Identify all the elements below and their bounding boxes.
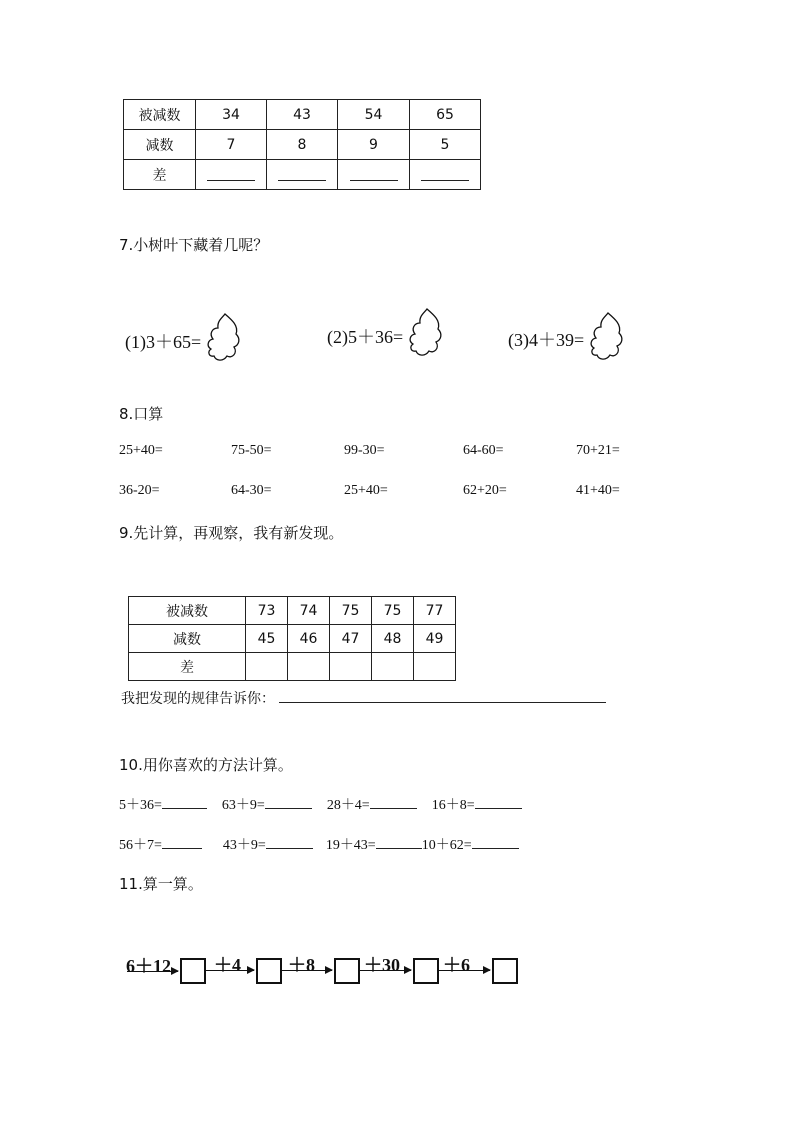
question-11-title: 11.算一算。 xyxy=(119,875,203,893)
answer-blank[interactable] xyxy=(410,160,481,190)
question-9-title: 9.先计算，再观察，我有新发现。 xyxy=(119,524,344,542)
question-7-title: 7.小树叶下藏着几呢？ xyxy=(119,236,269,254)
table-cell: 46 xyxy=(288,625,330,653)
rule-answer-blank[interactable] xyxy=(279,688,606,703)
answer-blank[interactable] xyxy=(267,160,338,190)
row-label: 被减数 xyxy=(124,100,196,130)
mental-math-item: 25+40= xyxy=(344,483,388,498)
answer-blank[interactable] xyxy=(266,834,313,849)
mental-math-item: 64-60= xyxy=(463,443,504,458)
subtraction-table-1 xyxy=(123,99,481,190)
mental-math-item: 75-50= xyxy=(231,443,272,458)
chain-operator: ＋4 xyxy=(214,955,241,975)
calc-item: 63＋9= xyxy=(221,798,265,813)
answer-blank[interactable] xyxy=(265,794,312,809)
calc-item: 56＋7= xyxy=(119,838,162,853)
arrow-icon xyxy=(127,971,178,972)
table-cell: 9 xyxy=(338,130,410,160)
mental-math-item: 64-30= xyxy=(231,483,272,498)
table-cell: 5 xyxy=(410,130,481,160)
table-cell: 75 xyxy=(372,597,414,625)
row-label: 减数 xyxy=(124,130,196,160)
arrow-icon xyxy=(360,970,411,971)
answer-blank[interactable] xyxy=(472,834,519,849)
question-10-title: 10.用你喜欢的方法计算。 xyxy=(119,756,293,774)
leaf-question-text: (3)4＋39= xyxy=(508,330,585,350)
calc-item: 16＋8= xyxy=(431,798,475,813)
table-cell: 77 xyxy=(414,597,456,625)
mental-math-item: 25+40= xyxy=(119,443,163,458)
arrow-icon xyxy=(439,970,490,971)
leaf-icon xyxy=(588,311,628,363)
answer-cell[interactable] xyxy=(330,653,372,681)
table-cell: 34 xyxy=(196,100,267,130)
question-8-title: 8.口算 xyxy=(119,405,164,423)
table-row xyxy=(129,653,456,681)
answer-blank[interactable] xyxy=(196,160,267,190)
mental-math-item: 41+40= xyxy=(576,483,620,498)
answer-box[interactable] xyxy=(334,958,360,984)
table-cell: 49 xyxy=(414,625,456,653)
table-cell: 43 xyxy=(267,100,338,130)
answer-cell[interactable] xyxy=(372,653,414,681)
mental-math-item: 62+20= xyxy=(463,483,507,498)
answer-cell[interactable] xyxy=(288,653,330,681)
table-cell: 48 xyxy=(372,625,414,653)
answer-cell[interactable] xyxy=(246,653,288,681)
table-cell: 47 xyxy=(330,625,372,653)
table-cell: 74 xyxy=(288,597,330,625)
arrow-icon xyxy=(206,970,254,971)
table-row xyxy=(129,597,456,625)
answer-blank[interactable] xyxy=(475,794,522,809)
chain-operator: ＋6 xyxy=(443,955,470,975)
table-cell: 7 xyxy=(196,130,267,160)
calc-row-1 xyxy=(119,794,522,814)
table-cell: 54 xyxy=(338,100,410,130)
calc-item: 28＋4= xyxy=(326,798,370,813)
answer-box[interactable] xyxy=(413,958,439,984)
table-row xyxy=(129,625,456,653)
answer-blank[interactable] xyxy=(162,834,202,849)
mental-math-item: 70+21= xyxy=(576,443,620,458)
calc-item: 43＋9= xyxy=(222,838,266,853)
table-row xyxy=(124,130,481,160)
calc-item: 10＋62= xyxy=(421,838,472,853)
answer-box[interactable] xyxy=(180,958,206,984)
arrow-icon xyxy=(282,970,332,971)
chain-operator: ＋8 xyxy=(288,955,315,975)
answer-box[interactable] xyxy=(492,958,518,984)
table-cell: 73 xyxy=(246,597,288,625)
rule-label: 我把发现的规律告诉你： xyxy=(121,691,275,707)
rule-line xyxy=(121,688,606,708)
answer-blank[interactable] xyxy=(338,160,410,190)
table-cell: 45 xyxy=(246,625,288,653)
table-cell: 75 xyxy=(330,597,372,625)
table-row xyxy=(124,100,481,130)
calc-row-2 xyxy=(119,834,519,854)
leaf-icon xyxy=(407,307,447,359)
calc-item: 5＋36= xyxy=(119,798,162,813)
answer-blank[interactable] xyxy=(370,794,417,809)
row-label: 差 xyxy=(124,160,196,190)
leaf-question-text: (2)5＋36= xyxy=(327,327,404,347)
chain-start: 6＋12 xyxy=(126,956,171,976)
leaf-question-text: (1)3＋65= xyxy=(125,332,202,352)
chain-operator: ＋30 xyxy=(364,955,400,975)
calc-item: 19＋43= xyxy=(325,838,376,853)
leaf-icon xyxy=(205,312,245,364)
mental-math-item: 99-30= xyxy=(344,443,385,458)
table-row xyxy=(124,160,481,190)
table-cell: 65 xyxy=(410,100,481,130)
row-label: 差 xyxy=(129,653,246,681)
answer-cell[interactable] xyxy=(414,653,456,681)
row-label: 减数 xyxy=(129,625,246,653)
subtraction-table-2 xyxy=(128,596,456,681)
answer-box[interactable] xyxy=(256,958,282,984)
mental-math-item: 36-20= xyxy=(119,483,160,498)
row-label: 被减数 xyxy=(129,597,246,625)
table-cell: 8 xyxy=(267,130,338,160)
answer-blank[interactable] xyxy=(376,834,422,849)
answer-blank[interactable] xyxy=(162,794,207,809)
